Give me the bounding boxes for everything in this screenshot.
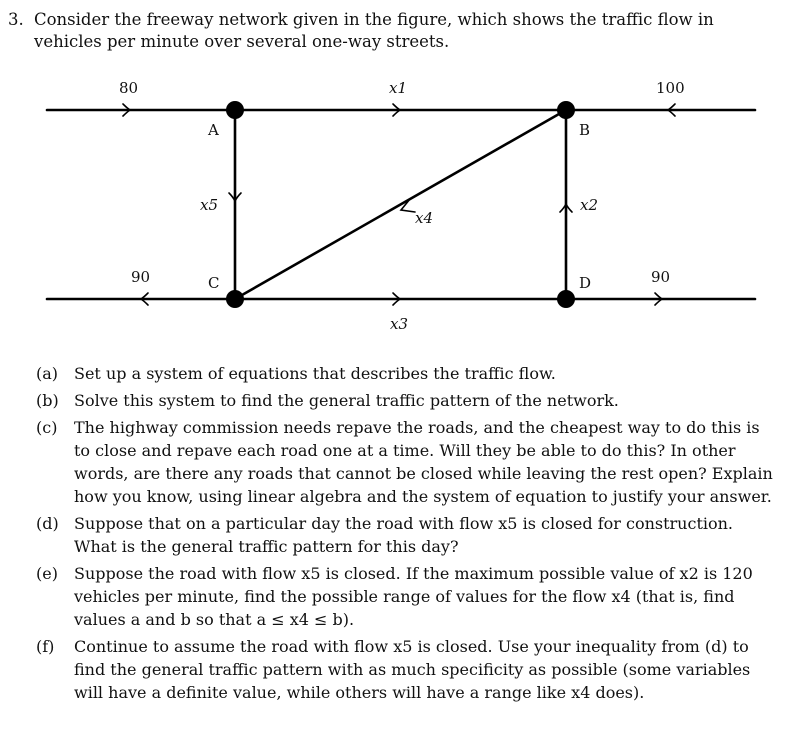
part-label: (b) [36, 391, 59, 410]
problem-statement: Consider the freeway network given in the figure, which shows the traffic flow in vehicles per minute over several one-way streets. [34, 10, 714, 51]
part-label: (e) [36, 564, 58, 583]
var-x3-label: x3 [390, 315, 409, 333]
var-x2-label: x2 [580, 196, 599, 214]
arrow-x4 [401, 199, 415, 212]
var-x1-label: x1 [389, 79, 408, 97]
flow-80-label: 80 [119, 79, 139, 97]
node-B-label: B [579, 121, 591, 139]
var-x4-label: x4 [415, 209, 434, 227]
part-b [36, 389, 776, 412]
question-parts [36, 362, 776, 708]
node-B-dot [557, 101, 575, 119]
part-text: The highway commission needs repave the roads, and the cheapest way to do this is to close and repave each road one at a time. Will they be able to do this? In other words, are there any roads that cannot be closed while leaving the rest open? Explain how you know, using linear algebra and the system of equation to justify your answer. [74, 418, 773, 506]
part-label: (f) [36, 637, 55, 656]
part-text: Continue to assume the road with flow x5 is closed. Use your inequality from (d) to find the general traffic pattern with as much specificity as possible (some variables will have a definite value, while others will have a range like x4 does). [74, 637, 751, 702]
part-a [36, 362, 776, 385]
part-label: (c) [36, 418, 58, 437]
node-A-dot [226, 101, 244, 119]
node-A-label: A [208, 121, 219, 139]
part-c [36, 416, 776, 508]
flow-100-label: 100 [656, 79, 685, 97]
part-d [36, 512, 776, 558]
part-f [36, 635, 776, 704]
problem-number: 3. [8, 10, 24, 29]
node-D-dot [557, 290, 575, 308]
node-C-label: C [208, 274, 220, 292]
part-label: (a) [36, 364, 59, 383]
node-C-dot [226, 290, 244, 308]
part-e [36, 562, 776, 631]
node-D-label: D [579, 274, 592, 292]
part-text: Solve this system to find the general traffic pattern of the network. [74, 391, 619, 410]
part-text: Suppose that on a particular day the road with flow x5 is closed for construction. What is the general traffic pattern for this day? [74, 514, 734, 556]
freeway-network-diagram [0, 70, 787, 345]
road-x4 [235, 110, 566, 299]
part-text: Set up a system of equations that describes the traffic flow. [74, 364, 556, 383]
flow-90-right-label: 90 [651, 268, 671, 286]
part-text: Suppose the road with flow x5 is closed. If the maximum possible value of x2 is 120 vehicles per minute, find the possible range of values for the flow x4 (that is, find values a and b so that a ≤ x4 ≤ b). [74, 564, 753, 629]
flow-90-left-label: 90 [131, 268, 151, 286]
part-label: (d) [36, 514, 59, 533]
var-x5-label: x5 [200, 196, 219, 214]
